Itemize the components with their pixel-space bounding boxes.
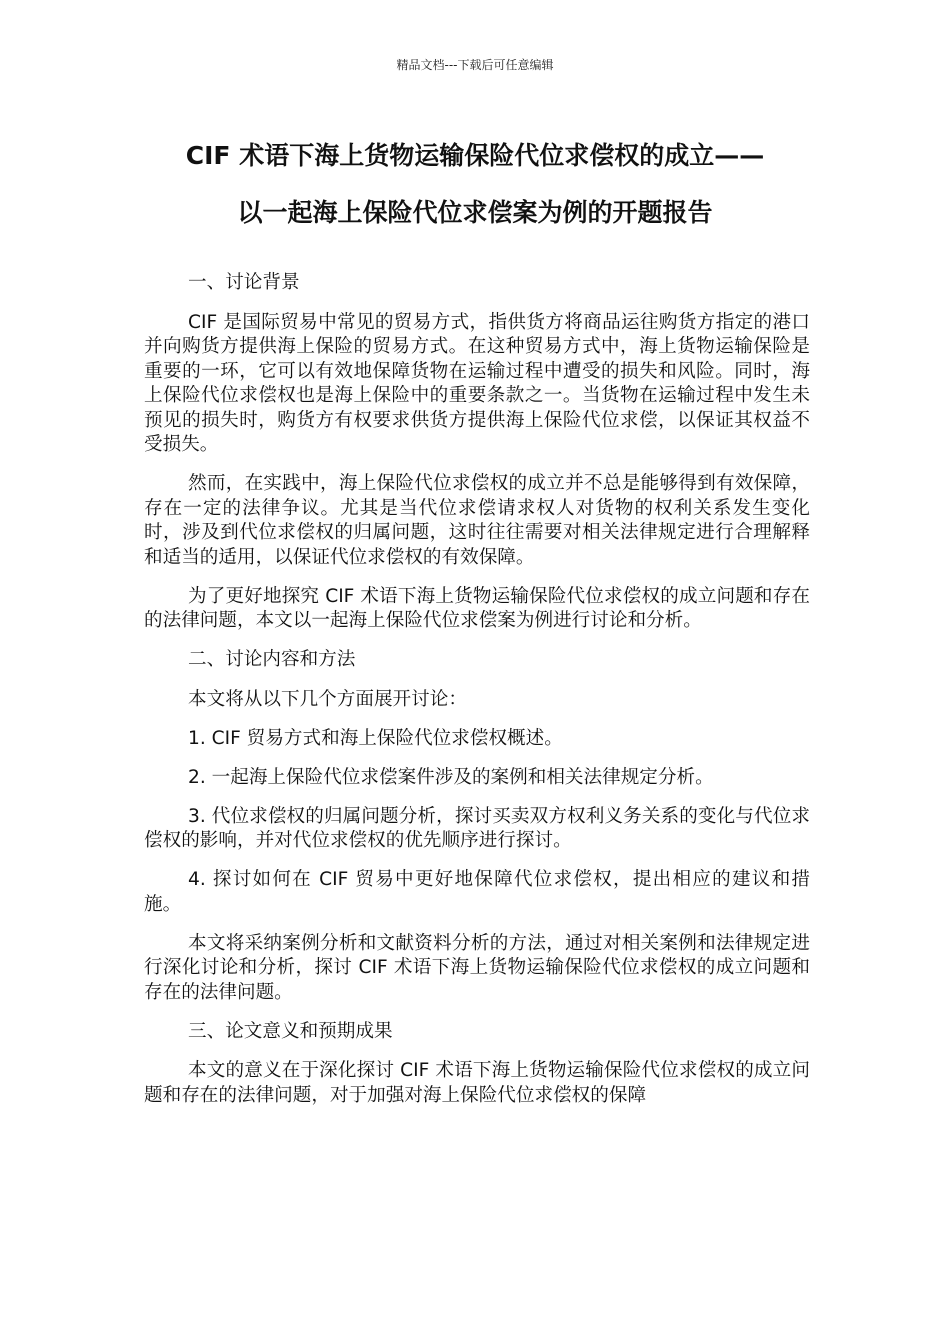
section-heading-content-method: 二、讨论内容和方法	[188, 649, 356, 670]
section-heading-significance: 三、论文意义和预期成果	[188, 1020, 393, 1042]
paragraph-intro: 本文将从以下几个方面展开讨论：	[188, 688, 467, 710]
paragraph-significance: 本文的意义在于深化探讨 CIF 术语下海上货物运输保险代位求偿权的成立问题和存在的法律问题，对于加强对海上保险代位求偿权的保障	[144, 1060, 810, 1106]
paragraph-purpose: 为了更好地探究 CIF 术语下海上货物运输保险代位求偿权的成立问题和存在的法律问题，本文以一起海上保险代位求偿案为例进行讨论和分析。	[144, 585, 810, 631]
list-item-3: 3. 代位求偿权的归属问题分析，探讨买卖双方权利义务关系的变化与代位求偿权的影响，并对代位求偿权的优先顺序进行探讨。	[144, 805, 810, 851]
list-item-1: 1. CIF 贸易方式和海上保险代位求偿权概述。	[188, 727, 563, 749]
document-title-line-1: CIF 术语下海上货物运输保险代位求偿权的成立——	[185, 141, 765, 170]
page-header: 精品文档---下载后可任意编辑	[396, 58, 554, 72]
paragraph-cif-overview: CIF 是国际贸易中常见的贸易方式，指供货方将商品运往购货方指定的港口并向购货方提供海上保险的贸易方式。在这种贸易方式中，海上货物运输保险是重要的一环，它可以有效地保障货物在运输过程中遭受的损失和风险。同时，海上保险代位求偿权也是海上保险中的重要条款之一。当货物在运输过程中发生未预见的损失时，购货方有权要求供货方提供海上保险代位求偿，以保证其权益不受损失。	[144, 311, 810, 455]
document-title-line-2: 以一起海上保险代位求偿案为例的开题报告	[237, 198, 713, 227]
paragraph-legal-dispute: 然而，在实践中，海上保险代位求偿权的成立并不总是能够得到有效保障，存在一定的法律争议。尤其是当代位求偿请求权人对货物的权利关系发生变化时，涉及到代位求偿权的归属问题，这时往往需要对相关法律规定进行合理解释和适当的适用，以保证代位求偿权的有效保障。	[144, 473, 810, 568]
list-item-4: 4. 探讨如何在 CIF 贸易中更好地保障代位求偿权，提出相应的建议和措施。	[144, 869, 810, 915]
list-item-2: 2. 一起海上保险代位求偿案件涉及的案例和相关法律规定分析。	[188, 766, 714, 788]
section-heading-background: 一、讨论背景	[188, 272, 300, 293]
document-body	[144, 271, 810, 1123]
paragraph-method: 本文将采纳案例分析和文献资料分析的方法，通过对相关案例和法律规定进行深化讨论和分析，探讨 CIF 术语下海上货物运输保险代位求偿权的成立问题和存在的法律问题。	[144, 932, 810, 1003]
